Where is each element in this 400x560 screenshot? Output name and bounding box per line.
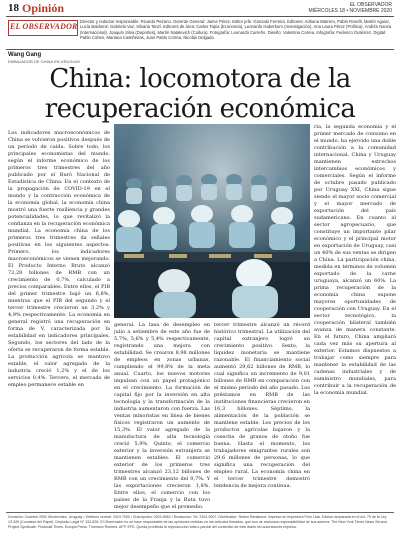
publication-info [309, 2, 392, 14]
factory-workers-image [114, 124, 310, 318]
article-column-5: ria, la segunda economía y el primer mercado de consumo en el mundo, ha ejercido una doble contribución a la comunidad internacional. China y Uruguay mantienen estrechos intercambios económicos y comerciales. Según el informe de octubre pasado publicado por Uruguay XXI, China sigue siendo el mayor socio comercial y el mayor mercado de exportación del país sudamericano. En cuanto al sector agropecuario, que constituye un importante pilar económico y el principal motor en exportación de Uruguay, casi un 40% de sus ventas se dirigen a China. La participación china, medida en términos de volumen exportado de la carne uruguaya, alcanzó un 60%. La prima recuperación de la economía china supone mayores oportunidades de cooperación con Uruguay. En el sector tecnológico, la cooperación bilateral también avanza de manera constante. En el futuro, China ampliará cada vez más su apertura al exterior. Estamos dispuestos a trabajar como siempre para mantener la estabilidad de las cadenas industriales y de suministro mundiales, para contribuir a la recuperación de la economía mundial. [314, 124, 396, 396]
footer-credits: Domicilio: Cuareim 2052 Montevideo, Uruguay • Teléfono central: 2924 7000 • Suscripción: 2924 8962 • Redacción: Tel. 2924 0007. Distribuidor: Ruben Bentancor. Impreso en Impresora Polo Ltda. Edición amparada en el Art. 79 de la Ley 13.349 (Comisión del Papel). Depósito Legal N° 331.828. El Observador no se hace responsable de las opiniones vertidas en los artículos firmados, que son de exclusiva responsabilidad de sus autores. The New York Times News Service. Project Syndicate. Financial Times. Europa Press. Thomson Reuters. AFP, EFE. Queda prohibida la reproducción total o parcial del contenido de este diario sin autorización expresa. [8, 515, 389, 529]
factory-photo [114, 124, 310, 318]
masthead-logo: EL OBSERVADOR [10, 22, 78, 31]
footer-rule [6, 512, 394, 513]
publication-name: EL OBSERVADOR [349, 2, 392, 8]
publication-date: MIÉRCOLES 18 • NOVIEMBRE 2020 [308, 8, 392, 14]
article-column-2: general. La tasa de desempleo en julio a setiembre de este año fue de 5,7%, 5,6% y 5,4% respectivamente, registrando una mejora con estabilidad. Se crearon 8,98 millones de empleos en zonas urbanas, cumpliendo el 99,8% de la meta anual. Cuarto, los nuevos motores impulsan con un papel protagónico en el crecimiento. La formación de capital fijo por la inversión en alta tecnología y la transformación de la industria aumentaron con fuerza. Las ventas minoristas en línea de bienes físicos registraron un aumento de 15,3%. El valor agregado de la manufactura de alta tecnología creció 5,9%. Quinto, el comercio exterior y la inversión extranjera se mantienen estables. El comercio exterior de los primeros tres trimestres alcanzó 23,12 billones de RMB con un crecimiento del 0,7%. Y las exportaciones crecieron 1,8%. Entre ellos, el comercio con los países de la Franja y la Ruta tuvo mejor desempeño que el promedio. [114, 322, 210, 510]
article-headline: China: locomotora de la recuperación económica [44, 64, 356, 124]
staff-rule [6, 49, 394, 50]
author-role: EMBAJADOR DE CHINA EN URUGUAY [8, 59, 81, 64]
article-column-1: Los indicadores macroeconómicos de China se volvieron positivos después de un período de caída. Sobre todo, los principales economistas del mundo, según el informe económico de los primeros tres trimestres del año publicado por el Buró Nacional de Estadística de China. En el contexto de la propagación de COVID-19 en el mundo y la contracción económica de la economía global, la economía china mostró una fuerte resiliencia y grandes potencialidades, lo que revitalizó la confianza en la recuperación económica mundial. La economía china de los primeros tres trimestres da señales positivas en los siguientes aspectos: Primero, los indicadores macroeconómicos se vienen mejorando. El Producto Interno Bruto alcanzó 72,28 billones de RMB con un crecimiento de 0,7%, calculado a precios comparables. Entre ellos, el PIB del primer trimestre bajó un 6,8%, mientras que el PIB del segundo y el tercer trimestre crecieron un 3,2% y 4,9% respectivamente. La economía en general registró una recuperación en forma de V, caracterizada por la estabilidad en indicadores principales. Segundo, los sectores del lado de la oferta se recuperaron de forma estable. La producción agrícola se mantuvo estable, el valor agregado de la industria creció 1,2% y el de los servicios 0,4%. Tercero, el mercado de empleo permanece estable en [8, 130, 110, 388]
author-name: Wang Gang [8, 52, 42, 58]
staff-credits: Director y redactor responsable: Ricardo Peirano. Gerente General: Jaime Pérez. Editor jefe: Gonzalo Ferreira. Editores: Adriana Marrero, Pablo Roselli, Martín Aguiar, Lucía Baldomir, Gabriela Vaz, Silvana Tanzi. Editores de área: Carlos Tapia (Economía), Leonardo Haberkorn (Investigación), Ana Laura Pérez (Política), Andrés Danza (Internacional), Joaquín Silva (Deportes), Martín Natalevich (Cultura). Fotografía: Leonardo Carreño. Diseño: Valentina Correa. Infografía: Federico Gutiérrez. Digital: Pablo Cohen, Mariana Castiñeiras, Juan Pablo Correa, Nicolás Delgado. [80, 19, 392, 40]
header-rule [6, 16, 394, 17]
article-column-3: tercer trimestre alcanzó un récord histórico trimestral. La utilización del capital extranjero logró un crecimiento positivo. Sexto, la liquidez monetaria se mantiene razonable. El financiamiento social aumentó 29,62 billones de RMB, lo cual significa un incremento de 9,01 billones de RMB en comparación con el mismo período del año pasado. Los préstamos en RMB de las instituciones financieras crecieron en 16,3 billones. Séptimo, la alimentación de la población se mantiene estable. Los precios de los productos agrícolas bajaron y la cosecha de granos de otoño fue buena. Hasta el momento, los trabajadores emigrantes rurales son 29,6 millones de personas, lo que significa una recuperación del empleo rural. La economía china en el tercer trimestre demostró tendencia de mejora continua. [214, 322, 310, 489]
section-title: Opinión [22, 1, 65, 15]
page-number: 18 [8, 2, 19, 14]
page-header [0, 0, 400, 16]
